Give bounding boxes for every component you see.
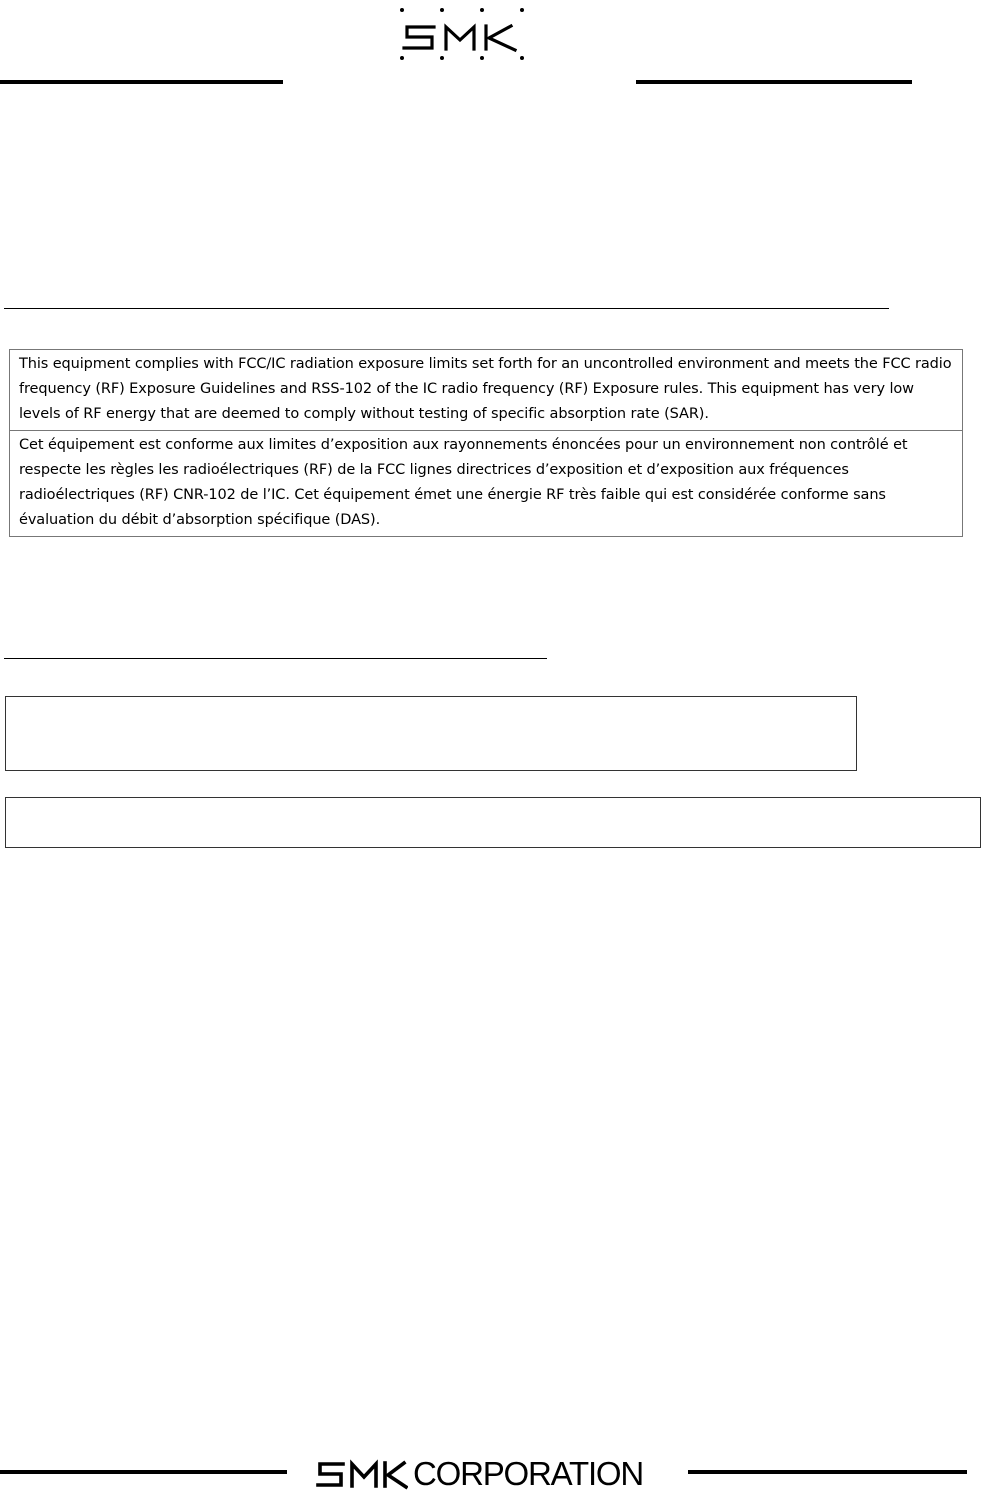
smk-header-logo [398,6,528,64]
footer-corporation-text: CORPORATION [413,1455,644,1492]
section-heading-underline [4,658,547,659]
footer-rule-left [0,1470,287,1474]
header-rule-right [636,80,912,84]
rf-exposure-notice-table [9,349,963,537]
rf-exposure-notice-english: This equipment complies with FCC/IC radiation exposure limits set forth for an uncontrolled environment and meets the FCC radio frequency (RF) Exposure Guidelines and RSS-102 of the IC radio frequency (RF) Exposure rules. This equipment has very low levels of RF energy that are deemed to comply without testing of specific absorption rate (SAR). [10,350,962,431]
empty-text-box [5,797,981,848]
smk-logo-icon [398,6,528,64]
footer-rule-right [688,1470,967,1474]
smk-corporation-footer-logo [316,1456,664,1492]
section-heading-underline [4,308,889,309]
rf-exposure-notice-french: Cet équipement est conforme aux limites d’exposition aux rayonnements énoncées pour un environnement non contrôlé et respecte les règles les radioélectriques (RF) de la FCC lignes directrices d’exposition et d’exposition aux fréquences radioélectriques (RF) CNR-102 de l’IC. Cet équipement émet une énergie RF très faible qui est considérée conforme sans évaluation du débit d’absorption spécifique (DAS). [19,437,908,528]
header-rule-left [0,80,283,84]
smk-logo-icon [316,1456,408,1492]
empty-text-box [5,696,857,771]
